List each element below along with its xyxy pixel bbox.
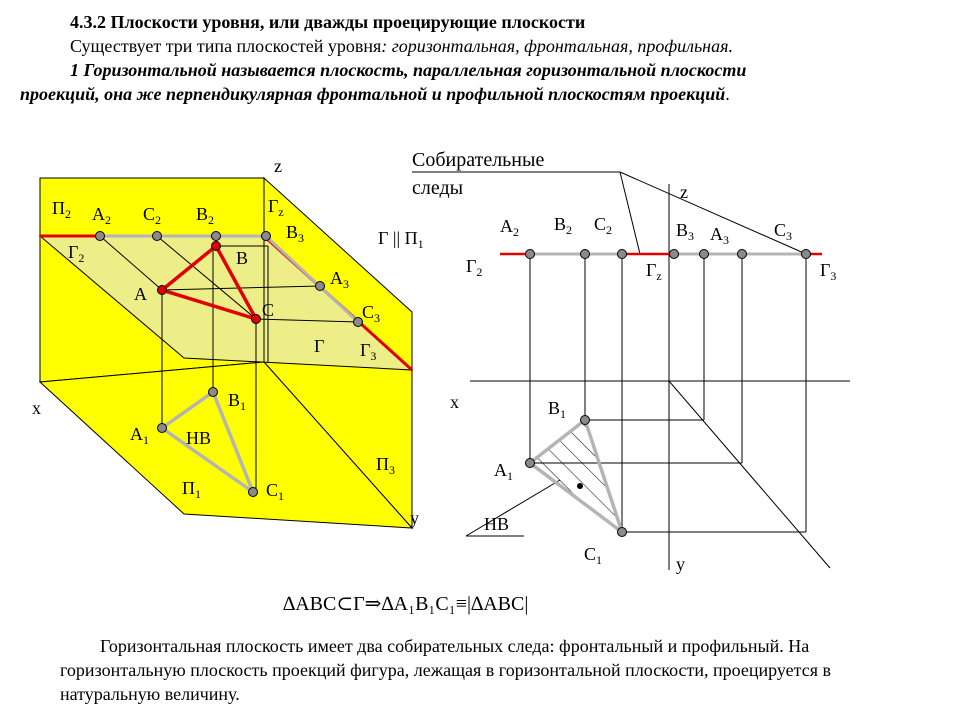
label-gamma-parallel-p1: Г || $П_1$ bbox=[378, 228, 424, 251]
point-c1-right bbox=[618, 528, 627, 537]
types-lead: Существует три типа плоскостей уровня bbox=[70, 36, 382, 56]
label-c1-right: $C_1$ bbox=[584, 544, 603, 567]
label-p1: $П_1$ bbox=[182, 478, 201, 501]
label-a2-right: $A_2$ bbox=[500, 216, 519, 239]
label-axis-y-right: y bbox=[676, 554, 685, 574]
label-a: A bbox=[134, 284, 147, 304]
point-b3-right bbox=[700, 250, 709, 259]
types-list: : горизонтальная, фронтальная, профильная. bbox=[381, 36, 733, 56]
point-a2-right bbox=[526, 250, 535, 259]
label-b1-right: $B_1$ bbox=[548, 398, 567, 421]
point-a1 bbox=[158, 424, 167, 433]
label-g2-left: $Г_2$ bbox=[68, 242, 85, 265]
label-b3-right: $B_3$ bbox=[676, 220, 695, 243]
section-title: 4.3.2 Плоскости уровня, или дважды проецирующие плоскости bbox=[70, 12, 586, 32]
label-b1-left: $B_1$ bbox=[228, 390, 247, 413]
label-hb-left: НВ bbox=[186, 428, 212, 448]
label-b3-left: $B_3$ bbox=[286, 222, 305, 245]
point-c3-right bbox=[802, 250, 811, 259]
definition-line-1: 1 Горизонтальной называется плоскость, параллельная горизонтальной плоскости bbox=[70, 60, 747, 80]
point-b2-right bbox=[581, 250, 590, 259]
label-p2: $П_2$ bbox=[52, 198, 71, 221]
label-axis-z-left: z bbox=[274, 156, 282, 176]
point-gz-right bbox=[670, 250, 679, 259]
left-isometric-view bbox=[32, 156, 424, 528]
point-a1-right bbox=[526, 459, 535, 468]
label-a3-right: $A_3$ bbox=[710, 224, 729, 247]
label-axis-x-right: x bbox=[450, 392, 459, 412]
point-c2-right bbox=[618, 250, 627, 259]
label-c3-right: $C_3$ bbox=[774, 220, 793, 243]
label-traces-line1: Собирательные bbox=[412, 149, 545, 171]
label-g3-right: $Г_3$ bbox=[820, 260, 837, 283]
label-c: C bbox=[262, 300, 275, 320]
label-axis-x-left: x bbox=[32, 398, 41, 418]
point-a3-right bbox=[738, 250, 747, 259]
label-c1-left: $C_1$ bbox=[266, 480, 285, 503]
label-a2: $A_2$ bbox=[92, 204, 111, 227]
label-g2-right: $Г_2$ bbox=[466, 256, 483, 279]
label-c3-left: $C_3$ bbox=[362, 302, 381, 325]
label-hb-right: НВ bbox=[484, 514, 510, 534]
label-g3-left: $Г_3$ bbox=[360, 340, 377, 363]
label-a1-left: $A_1$ bbox=[130, 424, 149, 447]
label-a1-right: $A_1$ bbox=[494, 460, 513, 483]
label-b2-right: $B_2$ bbox=[554, 214, 573, 237]
leader-to-frontal-trace bbox=[620, 172, 640, 254]
label-axis-z-right: z bbox=[680, 182, 688, 202]
label-c2: $C_2$ bbox=[143, 204, 162, 227]
label-axis-y-left: y bbox=[410, 508, 419, 528]
formula: ∆ABC⊂Г⇒∆A₁B₁C₁≡|∆ABC| bbox=[283, 593, 529, 615]
point-c bbox=[252, 315, 261, 324]
point-b bbox=[212, 242, 221, 251]
label-gamma: Г bbox=[314, 336, 325, 356]
hb-leader bbox=[466, 480, 560, 536]
definition-period: . bbox=[725, 84, 730, 104]
point-a bbox=[158, 286, 167, 295]
label-b2: $B_2$ bbox=[196, 204, 215, 227]
label-p3: $П_3$ bbox=[376, 454, 395, 477]
point-c1 bbox=[249, 488, 258, 497]
point-c2 bbox=[153, 232, 162, 241]
centroid-dot bbox=[577, 483, 583, 489]
label-b: B bbox=[236, 248, 249, 268]
label-traces-line2: следы bbox=[412, 177, 464, 199]
point-a3 bbox=[316, 282, 325, 291]
point-b1 bbox=[209, 388, 218, 397]
true-size-triangle bbox=[530, 420, 622, 532]
label-gz-left: $Г_z$ bbox=[268, 196, 284, 219]
point-gz bbox=[262, 232, 271, 241]
definition-text: проекций, она же перпендикулярная фронтальной и профильной плоскостям проекций bbox=[20, 84, 726, 104]
point-b1-right bbox=[581, 416, 590, 425]
label-c2-right: $C_2$ bbox=[594, 214, 613, 237]
conclusion-paragraph: Горизонтальная плоскость имеет два собирательных следа: фронтальный и профильный. На горизонтальную плоскость проекций фигура, лежащая в горизонтальной плоскости, проецируется в натуральную величину. bbox=[60, 636, 831, 704]
label-a3-left: $A_3$ bbox=[330, 268, 349, 291]
right-orthogonal-view bbox=[412, 149, 850, 574]
point-a2 bbox=[96, 232, 105, 241]
label-gz-right: $Г_z$ bbox=[646, 260, 662, 283]
point-b2 bbox=[212, 232, 221, 241]
